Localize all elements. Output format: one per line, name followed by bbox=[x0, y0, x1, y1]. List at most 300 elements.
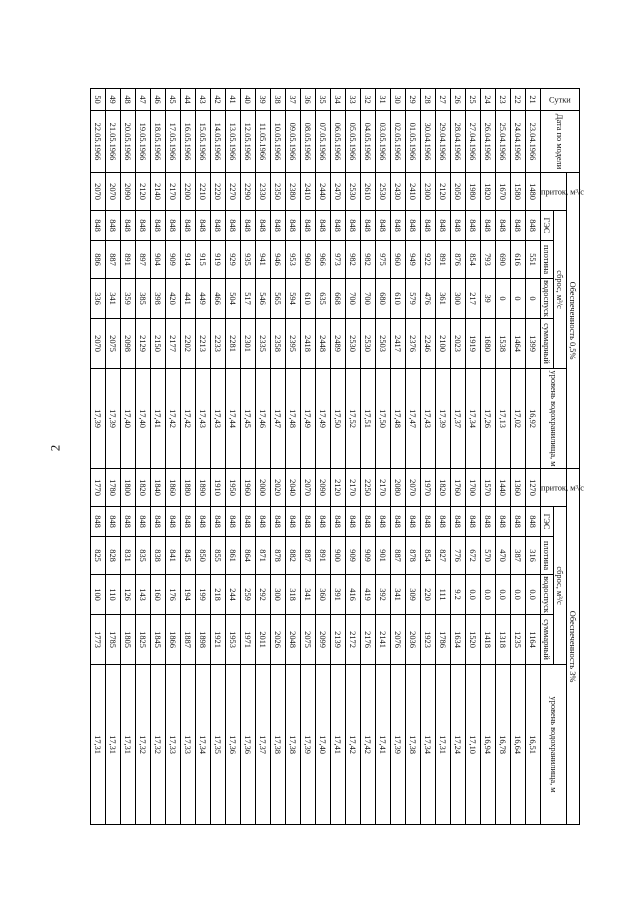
table-row bbox=[361, 89, 376, 825]
table-cell: 17,43 bbox=[196, 369, 211, 469]
table-cell: 2233 bbox=[211, 319, 226, 369]
header-total-1: суммарный bbox=[541, 319, 554, 369]
table-cell: 0.0 bbox=[466, 575, 481, 615]
table-cell: 878 bbox=[406, 537, 421, 575]
table-cell: 391 bbox=[331, 575, 346, 615]
table-cell: 2530 bbox=[346, 173, 361, 211]
table-cell: 17,50 bbox=[331, 369, 346, 469]
table-cell: 966 bbox=[316, 241, 331, 279]
table-cell: 2220 bbox=[211, 173, 226, 211]
header-spillway-2: водоспуск bbox=[542, 576, 552, 613]
table-cell: 2120 bbox=[331, 469, 346, 507]
table-cell: 848 bbox=[196, 507, 211, 537]
table-cell: 887 bbox=[106, 241, 121, 279]
table-cell: 17,49 bbox=[301, 369, 316, 469]
table-cell: 17,31 bbox=[91, 665, 106, 825]
table-cell: 341 bbox=[106, 279, 121, 319]
table-cell: 29 bbox=[406, 89, 421, 111]
table-cell: 37 bbox=[286, 89, 301, 111]
table-cell: 848 bbox=[91, 211, 106, 241]
table-cell: 909 bbox=[166, 241, 181, 279]
table-cell: 922 bbox=[421, 241, 436, 279]
table-cell: 476 bbox=[421, 279, 436, 319]
table-cell: 915 bbox=[196, 241, 211, 279]
header-discharge-2: сброс, м³/с bbox=[554, 507, 567, 665]
table-cell: 17,33 bbox=[166, 665, 181, 825]
table-row bbox=[151, 89, 166, 825]
table-cell: 690 bbox=[496, 241, 511, 279]
table-cell: 17,42 bbox=[346, 665, 361, 825]
header-level-1: уровень водохранилища, м bbox=[541, 369, 567, 469]
table-cell: 17,41 bbox=[151, 369, 166, 469]
table-cell: 17,36 bbox=[241, 665, 256, 825]
table-cell: 05.05.1966 bbox=[346, 111, 361, 173]
table-cell: 1634 bbox=[451, 615, 466, 665]
table-cell: 2410 bbox=[301, 173, 316, 211]
table-cell: 848 bbox=[466, 211, 481, 241]
table-cell: 17,26 bbox=[481, 369, 496, 469]
table-cell: 9.2 bbox=[451, 575, 466, 615]
table-cell: 887 bbox=[391, 537, 406, 575]
table-cell: 2335 bbox=[256, 319, 271, 369]
table-cell: 1820 bbox=[481, 173, 496, 211]
table-cell: 835 bbox=[136, 537, 151, 575]
table-cell: 2070 bbox=[91, 173, 106, 211]
table-cell: 841 bbox=[166, 537, 181, 575]
table-cell: 2020 bbox=[271, 469, 286, 507]
table-row bbox=[166, 89, 181, 825]
table-row bbox=[436, 89, 451, 825]
table-cell: 848 bbox=[481, 507, 496, 537]
table-cell: 1780 bbox=[106, 469, 121, 507]
table-cell: 02.05.1966 bbox=[391, 111, 406, 173]
table-cell: 17,48 bbox=[391, 369, 406, 469]
table-cell: 579 bbox=[406, 279, 421, 319]
table-cell: 897 bbox=[136, 241, 151, 279]
table-cell: 341 bbox=[301, 575, 316, 615]
table-cell: 1538 bbox=[496, 319, 511, 369]
table-cell: 176 bbox=[166, 575, 181, 615]
table-cell: 39 bbox=[256, 89, 271, 111]
table-cell: 960 bbox=[391, 241, 406, 279]
table-cell: 848 bbox=[316, 507, 331, 537]
table-cell: 36 bbox=[301, 89, 316, 111]
table-cell: 2070 bbox=[301, 469, 316, 507]
table-row bbox=[241, 89, 256, 825]
table-cell: 387 bbox=[511, 537, 526, 575]
table-cell: 2200 bbox=[181, 173, 196, 211]
table-cell: 17,42 bbox=[361, 665, 376, 825]
table-cell: 17,44 bbox=[226, 369, 241, 469]
table-cell: 941 bbox=[256, 241, 271, 279]
table-cell: 22 bbox=[511, 89, 526, 111]
table-cell: 318 bbox=[286, 575, 301, 615]
table-cell: 2330 bbox=[256, 173, 271, 211]
table-row bbox=[136, 89, 151, 825]
table-cell: 2050 bbox=[451, 173, 466, 211]
table-cell: 848 bbox=[451, 507, 466, 537]
table-cell: 17,32 bbox=[136, 665, 151, 825]
table-row bbox=[316, 89, 331, 825]
table-cell: 1786 bbox=[436, 615, 451, 665]
table-cell: 0 bbox=[511, 279, 526, 319]
table-cell: 16,78 bbox=[496, 665, 511, 825]
table-cell: 17,39 bbox=[91, 369, 106, 469]
header-dam-2: плотина bbox=[541, 537, 554, 575]
table-cell: 565 bbox=[271, 279, 286, 319]
table-cell: 15.05.1966 bbox=[196, 111, 211, 173]
table-cell: 848 bbox=[151, 507, 166, 537]
table-cell: 1360 bbox=[511, 469, 526, 507]
table-cell: 616 bbox=[511, 241, 526, 279]
table-cell: 50 bbox=[91, 89, 106, 111]
table-cell: 17,36 bbox=[226, 665, 241, 825]
table-row bbox=[346, 89, 361, 825]
table-cell: 848 bbox=[166, 507, 181, 537]
table-cell: 43 bbox=[196, 89, 211, 111]
table-cell: 887 bbox=[301, 537, 316, 575]
table-cell: 935 bbox=[241, 241, 256, 279]
table-cell: 17,31 bbox=[436, 665, 451, 825]
table-cell: 35 bbox=[316, 89, 331, 111]
table-cell: 2170 bbox=[376, 469, 391, 507]
table-cell: 17,38 bbox=[406, 665, 421, 825]
table-cell: 854 bbox=[466, 241, 481, 279]
table-cell: 449 bbox=[196, 279, 211, 319]
table-cell: 42 bbox=[211, 89, 226, 111]
table-cell: 33 bbox=[346, 89, 361, 111]
table-cell: 946 bbox=[271, 241, 286, 279]
table-cell: 793 bbox=[481, 241, 496, 279]
table-cell: 2350 bbox=[271, 173, 286, 211]
table-cell: 848 bbox=[286, 507, 301, 537]
table-cell: 1845 bbox=[151, 615, 166, 665]
table-cell: 0.0 bbox=[481, 575, 496, 615]
table-cell: 904 bbox=[151, 241, 166, 279]
table-cell: 973 bbox=[331, 241, 346, 279]
table-cell: 12.05.1966 bbox=[241, 111, 256, 173]
table-cell: 700 bbox=[361, 279, 376, 319]
table-cell: 610 bbox=[391, 279, 406, 319]
table-cell: 244 bbox=[226, 575, 241, 615]
table-cell: 44 bbox=[181, 89, 196, 111]
table-cell: 143 bbox=[136, 575, 151, 615]
table-cell: 17,34 bbox=[196, 665, 211, 825]
table-cell: 848 bbox=[211, 507, 226, 537]
table-cell: 848 bbox=[436, 507, 451, 537]
table-cell: 2090 bbox=[121, 173, 136, 211]
table-cell: 848 bbox=[271, 211, 286, 241]
table-cell: 17,24 bbox=[451, 665, 466, 825]
header-hes-2: ГЭС bbox=[541, 507, 554, 537]
table-cell: 11.05.1966 bbox=[256, 111, 271, 173]
table-cell: 2270 bbox=[226, 173, 241, 211]
table-cell: 21 bbox=[526, 89, 541, 111]
table-cell: 848 bbox=[406, 211, 421, 241]
table-cell: 1464 bbox=[511, 319, 526, 369]
table-cell: 470 bbox=[496, 537, 511, 575]
table-cell: 17,32 bbox=[151, 665, 166, 825]
table-cell: 551 bbox=[526, 241, 541, 279]
table-cell: 17,40 bbox=[316, 665, 331, 825]
table-cell: 17,35 bbox=[211, 665, 226, 825]
table-cell: 929 bbox=[226, 241, 241, 279]
table-cell: 17.05.1966 bbox=[166, 111, 181, 173]
table-row bbox=[121, 89, 136, 825]
table-cell: 2290 bbox=[241, 173, 256, 211]
table-cell: 17,47 bbox=[406, 369, 421, 469]
table-cell: 848 bbox=[316, 211, 331, 241]
table-cell: 848 bbox=[166, 211, 181, 241]
table-cell: 336 bbox=[91, 279, 106, 319]
table-row bbox=[406, 89, 421, 825]
table-cell: 10.05.1966 bbox=[271, 111, 286, 173]
table-cell: 848 bbox=[496, 211, 511, 241]
table-cell: 891 bbox=[436, 241, 451, 279]
table-cell: 30 bbox=[391, 89, 406, 111]
table-cell: 1898 bbox=[196, 615, 211, 665]
table-cell: 635 bbox=[316, 279, 331, 319]
table-cell: 982 bbox=[361, 241, 376, 279]
table-cell: 1580 bbox=[511, 173, 526, 211]
table-cell: 18.05.1966 bbox=[151, 111, 166, 173]
table-cell: 2172 bbox=[346, 615, 361, 665]
table-cell: 17,38 bbox=[286, 665, 301, 825]
table-cell: 1785 bbox=[106, 615, 121, 665]
table-cell: 891 bbox=[121, 241, 136, 279]
table-cell: 854 bbox=[421, 537, 436, 575]
table-cell: 419 bbox=[361, 575, 376, 615]
discharge-table bbox=[90, 88, 584, 825]
table-cell: 2281 bbox=[226, 319, 241, 369]
table-cell: 111 bbox=[436, 575, 451, 615]
table-cell: 0 bbox=[526, 279, 541, 319]
table-cell: 0.0 bbox=[496, 575, 511, 615]
table-cell: 1670 bbox=[496, 173, 511, 211]
table-cell: 855 bbox=[211, 537, 226, 575]
table-cell: 1440 bbox=[496, 469, 511, 507]
table-cell: 848 bbox=[181, 211, 196, 241]
table-cell: 06.05.1966 bbox=[331, 111, 346, 173]
table-cell: 23 bbox=[496, 89, 511, 111]
table-cell: 776 bbox=[451, 537, 466, 575]
table-cell: 1953 bbox=[226, 615, 241, 665]
table-cell: 309 bbox=[406, 575, 421, 615]
table-cell: 17,38 bbox=[271, 665, 286, 825]
table-row bbox=[256, 89, 271, 825]
table-cell: 848 bbox=[121, 507, 136, 537]
table-cell: 2176 bbox=[361, 615, 376, 665]
table-cell: 1399 bbox=[526, 319, 541, 369]
table-cell: 2026 bbox=[271, 615, 286, 665]
table-cell: 217 bbox=[466, 279, 481, 319]
table-cell: 126 bbox=[121, 575, 136, 615]
table-cell: 34 bbox=[331, 89, 346, 111]
table-cell: 848 bbox=[241, 507, 256, 537]
table-cell: 1418 bbox=[481, 615, 496, 665]
table-row bbox=[481, 89, 496, 825]
table-cell: 17,39 bbox=[301, 665, 316, 825]
table-cell: 17,10 bbox=[466, 665, 481, 825]
table-cell: 2301 bbox=[241, 319, 256, 369]
table-cell: 1235 bbox=[511, 615, 526, 665]
table-cell: 2080 bbox=[391, 469, 406, 507]
header-level-2: уровень водохранилища, м bbox=[541, 665, 567, 825]
table-cell: 1970 bbox=[421, 469, 436, 507]
table-cell: 17,31 bbox=[106, 665, 121, 825]
table-row bbox=[391, 89, 406, 825]
table-cell: 19.05.1966 bbox=[136, 111, 151, 173]
table-cell: 2098 bbox=[121, 319, 136, 369]
table-cell: 17,42 bbox=[181, 369, 196, 469]
table-cell: 2140 bbox=[151, 173, 166, 211]
table-cell: 398 bbox=[151, 279, 166, 319]
table-cell: 2210 bbox=[196, 173, 211, 211]
table-cell: 48 bbox=[121, 89, 136, 111]
table-cell: 1820 bbox=[436, 469, 451, 507]
table-row bbox=[91, 89, 106, 825]
table-cell: 672 bbox=[466, 537, 481, 575]
table-cell: 17,46 bbox=[256, 369, 271, 469]
table-cell: 1760 bbox=[451, 469, 466, 507]
table-cell: 2070 bbox=[91, 319, 106, 369]
table-row bbox=[301, 89, 316, 825]
table-cell: 848 bbox=[406, 507, 421, 537]
table-cell: 2246 bbox=[421, 319, 436, 369]
table-row bbox=[196, 89, 211, 825]
table-row bbox=[181, 89, 196, 825]
table-cell: 17,41 bbox=[331, 665, 346, 825]
table-cell: 27.04.1966 bbox=[466, 111, 481, 173]
table-cell: 100 bbox=[91, 575, 106, 615]
table-cell: 848 bbox=[481, 211, 496, 241]
table-cell: 949 bbox=[406, 241, 421, 279]
table-cell: 1919 bbox=[466, 319, 481, 369]
table-cell: 17,41 bbox=[376, 665, 391, 825]
table-cell: 2076 bbox=[391, 615, 406, 665]
table-cell: 2213 bbox=[196, 319, 211, 369]
table-cell: 876 bbox=[451, 241, 466, 279]
table-cell: 2048 bbox=[286, 615, 301, 665]
table-cell: 848 bbox=[421, 211, 436, 241]
table-cell: 2040 bbox=[286, 469, 301, 507]
table-cell: 2170 bbox=[346, 469, 361, 507]
table-row bbox=[376, 89, 391, 825]
table-cell: 848 bbox=[451, 211, 466, 241]
table-cell: 17,43 bbox=[421, 369, 436, 469]
table-cell: 848 bbox=[421, 507, 436, 537]
table-cell: 1825 bbox=[136, 615, 151, 665]
table-cell: 29.04.1966 bbox=[436, 111, 451, 173]
table-cell: 2141 bbox=[376, 615, 391, 665]
table-cell: 17,39 bbox=[436, 369, 451, 469]
table-cell: 220 bbox=[421, 575, 436, 615]
table-cell: 848 bbox=[361, 507, 376, 537]
table-cell: 2177 bbox=[166, 319, 181, 369]
table-cell: 848 bbox=[436, 211, 451, 241]
table-cell: 848 bbox=[301, 211, 316, 241]
table-cell: 2011 bbox=[256, 615, 271, 665]
table-cell: 1980 bbox=[466, 173, 481, 211]
table-cell: 2395 bbox=[286, 319, 301, 369]
table-cell: 17,39 bbox=[106, 369, 121, 469]
table-cell: 194 bbox=[181, 575, 196, 615]
table-cell: 08.05.1966 bbox=[301, 111, 316, 173]
table-cell: 848 bbox=[466, 507, 481, 537]
table-cell: 16,94 bbox=[481, 665, 496, 825]
table-cell: 848 bbox=[391, 507, 406, 537]
table-cell: 848 bbox=[286, 211, 301, 241]
table-cell: 361 bbox=[436, 279, 451, 319]
table-cell: 385 bbox=[136, 279, 151, 319]
table-cell: 01.05.1966 bbox=[406, 111, 421, 173]
table-cell: 848 bbox=[181, 507, 196, 537]
table-cell: 2250 bbox=[361, 469, 376, 507]
table-cell: 2610 bbox=[361, 173, 376, 211]
header-inflow-1: приток, м³/с bbox=[541, 173, 567, 211]
table-cell: 919 bbox=[211, 241, 226, 279]
table-cell: 1887 bbox=[181, 615, 196, 665]
table-cell: 2090 bbox=[316, 469, 331, 507]
table-cell: 17,37 bbox=[256, 665, 271, 825]
table-cell: 16.05.1966 bbox=[181, 111, 196, 173]
table-cell: 848 bbox=[376, 507, 391, 537]
table-cell: 17,34 bbox=[421, 665, 436, 825]
table-cell: 594 bbox=[286, 279, 301, 319]
table-cell: 2150 bbox=[151, 319, 166, 369]
table-cell: 17,49 bbox=[316, 369, 331, 469]
table-cell: 1520 bbox=[466, 615, 481, 665]
table-cell: 825 bbox=[91, 537, 106, 575]
table-cell: 17,37 bbox=[451, 369, 466, 469]
table-cell: 668 bbox=[331, 279, 346, 319]
table-cell: 1700 bbox=[466, 469, 481, 507]
table-cell: 17,45 bbox=[241, 369, 256, 469]
table-cell: 259 bbox=[241, 575, 256, 615]
table-cell: 700 bbox=[346, 279, 361, 319]
table-cell: 25.04.1966 bbox=[496, 111, 511, 173]
table-cell: 1773 bbox=[91, 615, 106, 665]
table-cell: 1805 bbox=[121, 615, 136, 665]
table-cell: 40 bbox=[241, 89, 256, 111]
table-cell: 13.05.1966 bbox=[226, 111, 241, 173]
table-cell: 17,42 bbox=[166, 369, 181, 469]
table-cell: 1921 bbox=[211, 615, 226, 665]
table-cell: 848 bbox=[106, 507, 121, 537]
table-cell: 2503 bbox=[376, 319, 391, 369]
table-row bbox=[331, 89, 346, 825]
table-cell: 17,33 bbox=[181, 665, 196, 825]
table-cell: 982 bbox=[346, 241, 361, 279]
table-cell: 2000 bbox=[256, 469, 271, 507]
table-cell: 848 bbox=[526, 507, 541, 537]
header-total-2: суммарный bbox=[541, 615, 554, 665]
table-cell: 17,40 bbox=[121, 369, 136, 469]
table-cell: 831 bbox=[121, 537, 136, 575]
table-cell: 17,02 bbox=[511, 369, 526, 469]
table-cell: 864 bbox=[241, 537, 256, 575]
table-cell: 960 bbox=[301, 241, 316, 279]
table-cell: 392 bbox=[376, 575, 391, 615]
table-cell: 871 bbox=[256, 537, 271, 575]
table-row bbox=[271, 89, 286, 825]
table-cell: 848 bbox=[256, 507, 271, 537]
table-cell: 49 bbox=[106, 89, 121, 111]
table-cell: 2530 bbox=[376, 173, 391, 211]
table-cell: 03.05.1966 bbox=[376, 111, 391, 173]
table-cell: 17,48 bbox=[286, 369, 301, 469]
table-cell: 38 bbox=[271, 89, 286, 111]
